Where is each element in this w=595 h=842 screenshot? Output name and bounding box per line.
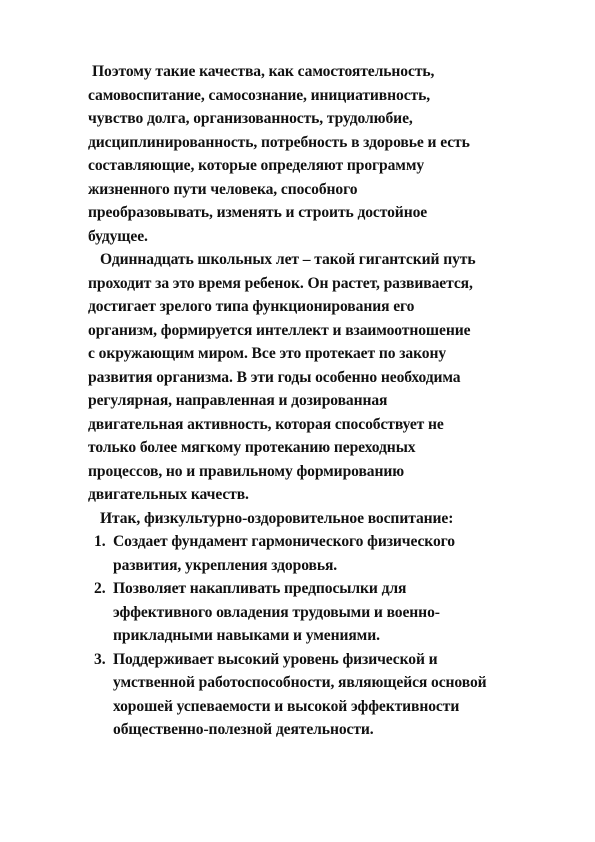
text-line: проходит за это время ребенок. Он растет, развивается, (88, 274, 473, 292)
text-line: Поддерживает высокий уровень физической и (113, 650, 438, 668)
paragraph-school-years (88, 248, 550, 507)
text-line: будущее. (88, 227, 148, 245)
text-line: составляющие, которые определяют программу (88, 157, 425, 174)
text-line: двигательных качеств. (88, 486, 249, 503)
list-number: 1. (94, 533, 106, 550)
text-line: развития организма. В эти годы особенно необходима (88, 368, 461, 386)
text-line: достигает зрелого типа функционирования его (88, 298, 415, 315)
text-line: регулярная, направленная и дозированная (88, 392, 388, 409)
text-line: Поэтому такие качества, как самостоятельность, (92, 63, 435, 80)
text-line: только более мягкому протеканию переходных (88, 439, 416, 456)
numbered-list (88, 530, 550, 742)
text-line: организм, формируется интеллект и взаимоотношение (88, 321, 471, 339)
document-body (88, 60, 550, 742)
list-number: 2. (94, 580, 106, 597)
list-item (88, 530, 550, 577)
text-line: эффективного овладения трудовыми и военно- (113, 603, 440, 621)
list-item (88, 577, 550, 648)
text-line: преобразовывать, изменять и строить достойное (88, 204, 428, 221)
text-line: Позволяет накапливать предпосылки для (113, 580, 407, 597)
list-number: 3. (94, 650, 106, 668)
text-line: хорошей успеваемости и высокой эффективности (113, 697, 460, 715)
paragraph-list-intro (88, 507, 550, 531)
text-line: Итак, физкультурно-оздоровительное воспитание: (100, 509, 454, 527)
text-line: процессов, но и правильному формированию (88, 462, 405, 480)
text-line: развития, укрепления здоровья. (113, 556, 338, 574)
text-line: двигательная активность, которая способствует не (88, 415, 444, 433)
text-line: умственной работоспособности, являющейся основой (113, 674, 487, 691)
list-item (88, 648, 550, 742)
paragraph-qualities (88, 60, 550, 248)
text-line: Одиннадцать школьных лет – такой гигантский путь (100, 251, 476, 268)
text-line: общественно-полезной деятельности. (113, 721, 374, 738)
text-line: Создает фундамент гармонического физического (113, 533, 455, 550)
text-line: прикладными навыками и умениями. (113, 627, 380, 644)
text-line: чувство долга, организованность, трудолюбие, (88, 110, 413, 127)
text-line: жизненного пути человека, способного (88, 180, 358, 198)
text-line: самовоспитание, самосознание, инициативность, (88, 86, 431, 104)
text-line: дисциплинированность, потребность в здоровье и есть (88, 133, 470, 151)
text-line: с окружающим миром. Все это протекает по закону (88, 345, 447, 362)
